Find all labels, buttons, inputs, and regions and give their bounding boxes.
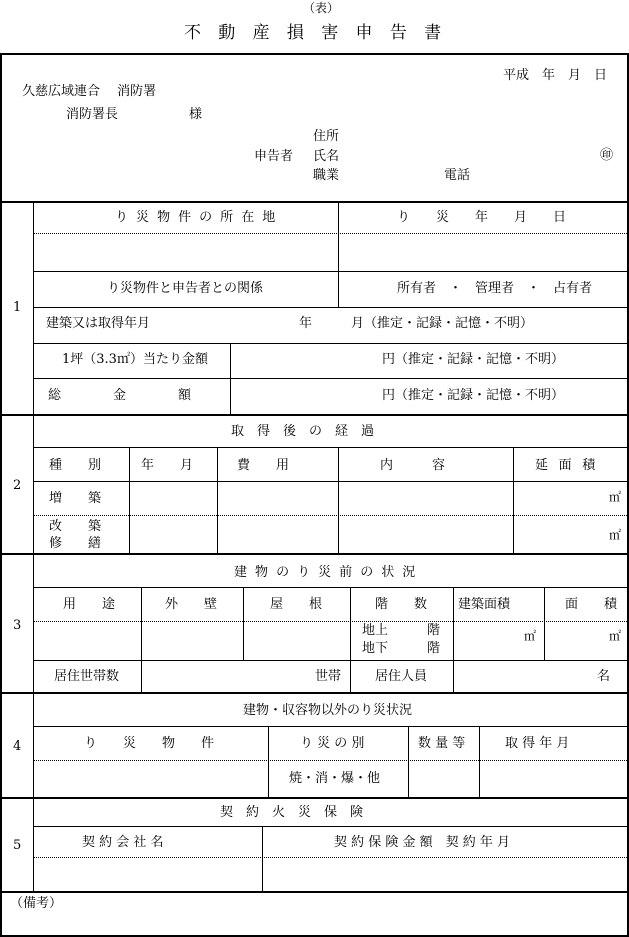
households-label: 居住世帯数 — [54, 669, 120, 684]
unit-price-value: 円（推定・記録・記憶・不明） — [382, 352, 565, 367]
sec1-hline-c — [33, 307, 629, 308]
unit-m2: ㎡ — [609, 528, 622, 542]
chief-title: 消防署長 — [66, 107, 119, 122]
col-kind: り 災 の 別 — [300, 736, 365, 751]
sec3-vline-e — [544, 587, 545, 660]
divider-sec3 — [0, 553, 629, 555]
col-use: 用 途 — [63, 597, 116, 612]
sec3-vline-a — [141, 587, 142, 692]
sec3-hline-a — [33, 587, 629, 588]
relation-options: 所有者 ・ 管理者 ・ 占有者 — [397, 281, 593, 296]
page-title: 不 動 産 損 害 申 告 書 — [184, 23, 448, 43]
divider-sec2 — [0, 414, 629, 416]
phone-label: 電話 — [444, 168, 471, 183]
col-floors: 階 数 — [375, 597, 428, 612]
name-label: 氏名 — [313, 149, 340, 164]
sec3-number: 3 — [13, 618, 22, 633]
col-type: 種 別 — [49, 458, 102, 473]
sec1-vline-a — [338, 201, 339, 308]
col-item: り 災 物 件 — [84, 736, 215, 751]
sec5-number: 5 — [13, 838, 22, 853]
col-building-area: 建築面積 — [458, 597, 511, 612]
sec3-hline-c — [33, 660, 629, 661]
side-label: （表） — [303, 1, 340, 15]
unit-m2: ㎡ — [609, 629, 622, 643]
sec4-number: 4 — [13, 739, 22, 754]
sec4-hline-b — [33, 760, 629, 761]
date-header: り 災 年 月 日 — [397, 210, 567, 225]
sec3-vline-b — [243, 587, 244, 660]
sec4-vline-c — [479, 726, 480, 797]
sec2-hline-a — [33, 447, 629, 448]
sec5-hline-a — [33, 826, 629, 827]
sec5-hline-b — [33, 857, 629, 858]
residents-label: 居住人員 — [375, 669, 428, 684]
sec2-vline-b — [217, 447, 218, 553]
residents-unit: 名 — [597, 669, 611, 684]
applicant-label: 申告者 — [254, 149, 294, 164]
sec5-vline-a — [262, 826, 263, 891]
sec2-header: 取 得 後 の 経 過 — [231, 424, 375, 439]
sec4-vline-b — [408, 726, 409, 797]
sec1-hline-a — [33, 233, 629, 234]
unit-m2: ㎡ — [609, 490, 622, 504]
col-company: 契 約 会 社 名 — [82, 835, 164, 850]
sec4-vline-a — [268, 726, 269, 797]
floors-below: 地下 階 — [362, 641, 441, 656]
sec1-hline-d — [33, 343, 629, 344]
kind-options: 焼・消・爆・他 — [289, 771, 381, 786]
sec5-header: 契 約 火 災 保 険 — [220, 805, 364, 820]
relation-label: り災物件と申告者との関係 — [107, 281, 264, 296]
unit-price-label: 1坪（3.3㎡）当たり金額 — [62, 352, 208, 367]
col-date: 年 月 — [141, 458, 194, 473]
sec4-hline-a — [33, 726, 629, 727]
sec3-hline-b — [33, 621, 629, 622]
sec2-vline-c — [338, 447, 339, 553]
seal-mark: ㊞ — [600, 148, 614, 163]
col-amount: 契 約 保 険 金 額 契 約 年 月 — [334, 835, 511, 850]
col-area: 延 面 積 — [535, 458, 599, 473]
sec1-vline-b — [230, 343, 231, 414]
built-label: 建築又は取得年月 — [46, 316, 151, 331]
total-label: 総 金 額 — [48, 388, 192, 403]
row-repair: 修 繕 — [49, 536, 102, 551]
col-wall: 外 壁 — [165, 597, 218, 612]
sama: 様 — [189, 107, 203, 122]
households-unit: 世帯 — [315, 669, 342, 684]
divider-sec4 — [0, 692, 629, 694]
sec2-hline-b — [33, 481, 629, 482]
sec3-header: 建 物 の り 災 前 の 状 況 — [234, 565, 418, 580]
sec1-number: 1 — [13, 300, 22, 315]
col-area: 面 積 — [565, 597, 618, 612]
row-addition: 増 築 — [49, 491, 102, 506]
divider-sec5 — [0, 797, 629, 799]
sec4-header: 建物・収容物以外のり災状況 — [243, 703, 413, 718]
sec1-hline-b — [33, 271, 629, 272]
built-value: 年 月（推定・記録・記憶・不明） — [299, 316, 534, 331]
divider-remarks — [0, 891, 629, 893]
occupation-label: 職業 — [313, 168, 340, 183]
col-cost: 費 用 — [237, 458, 290, 473]
sec3-vline-c — [350, 587, 351, 692]
org-name: 久慈広域連合 消防署 — [22, 84, 157, 99]
location-header: り 災 物 件 の 所 在 地 — [115, 210, 278, 225]
col-content: 内 容 — [380, 458, 446, 473]
sec2-vline-d — [513, 447, 514, 553]
sec2-vline-a — [129, 447, 130, 553]
total-value: 円（推定・記録・記憶・不明） — [382, 388, 565, 403]
number-column-line — [33, 201, 34, 891]
divider-sec1 — [0, 201, 629, 203]
date-field: 平成 年 月 日 — [503, 68, 608, 83]
remarks-label: （備考） — [10, 896, 63, 911]
row-rebuild: 改 築 — [49, 519, 102, 534]
sec2-number: 2 — [13, 478, 22, 493]
col-acq-date: 取 得 年 月 — [505, 736, 570, 751]
col-qty: 数 量 等 — [418, 736, 466, 751]
unit-m2: ㎡ — [524, 629, 537, 643]
sec2-hline-c — [33, 515, 629, 516]
sec3-vline-d — [453, 587, 454, 692]
floors-above: 地上 階 — [362, 623, 441, 638]
address-label: 住所 — [313, 129, 340, 144]
sec1-hline-e — [33, 378, 629, 379]
col-roof: 屋 根 — [270, 597, 323, 612]
